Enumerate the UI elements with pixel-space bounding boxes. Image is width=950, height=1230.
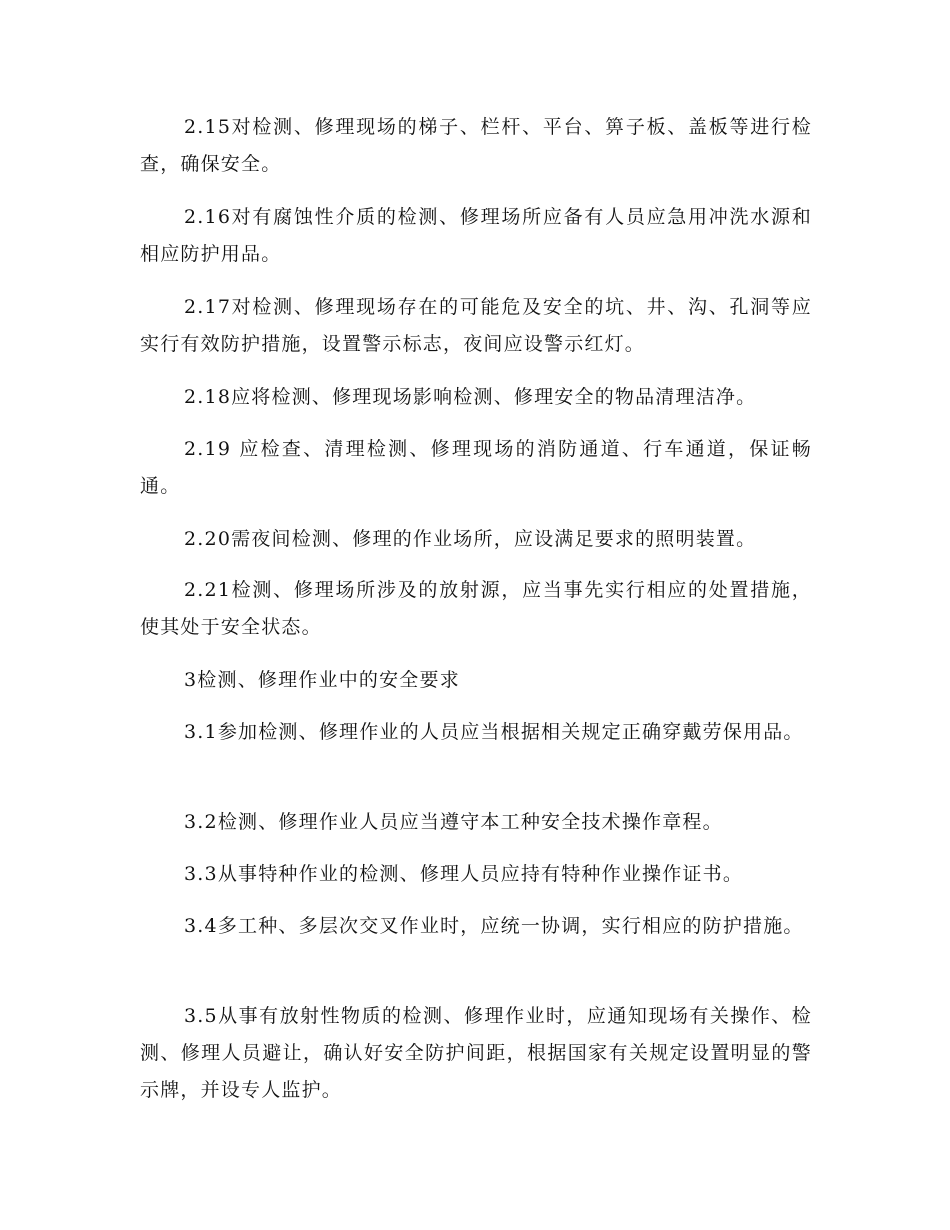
paragraph-2-20: 2.20需夜间检测、修理的作业场所，应设满足要求的照明装置。: [184, 528, 757, 550]
paragraph-2-21: 2.21检测、修理场所涉及的放射源，应当事先实行相应的处置措施，使其处于安全状态。: [140, 579, 812, 638]
paragraph-2-15: 2.15对检测、修理现场的梯子、栏杆、平台、箅子板、盖板等进行检查，确保安全。: [140, 116, 812, 175]
paragraph-3-5: 3.5从事有放射性物质的检测、修理作业时，应通知现场有关操作、检测、修理人员避让，确认好安全防护间距，根据国家有关规定设置明显的警示牌，并设专人监护。: [140, 1005, 812, 1101]
paragraph-2-16: 2.16对有腐蚀性介质的检测、修理场所应备有人员应急用冲洗水源和相应防护用品。: [140, 206, 812, 265]
paragraph-2-17: 2.17对检测、修理现场存在的可能危及安全的坑、井、沟、孔洞等应实行有效防护措施，设置警示标志，夜间应设警示红灯。: [140, 296, 812, 355]
paragraph-3-4: 3.4多工种、多层次交叉作业时，应统一协调，实行相应的防护措施。: [184, 915, 804, 937]
section-heading-3: 3检测、修理作业中的安全要求: [184, 669, 460, 691]
paragraph-2-18: 2.18应将检测、修理现场影响检测、修理安全的物品清理洁净。: [184, 386, 757, 408]
paragraph-3-1: 3.1参加检测、修理作业的人员应当根据相关规定正确穿戴劳保用品。: [184, 721, 804, 743]
paragraph-2-19: 2.19 应检查、清理检测、修理现场的消防通道、行车通道，保证畅通。: [140, 438, 812, 497]
paragraph-3-3: 3.3从事特种作业的检测、修理人员应持有特种作业操作证书。: [184, 863, 744, 885]
paragraph-3-2: 3.2检测、修理作业人员应当遵守本工种安全技术操作章程。: [184, 811, 723, 833]
